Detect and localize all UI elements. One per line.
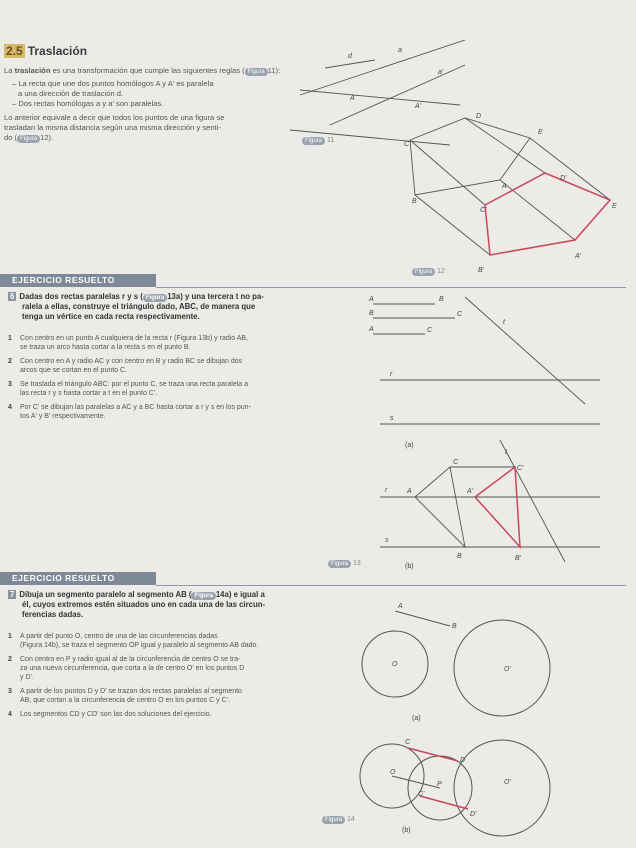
intro-text: es una transformación que cumple las siguientes reglas ( (52, 66, 245, 75)
intro-lead: La (4, 66, 13, 75)
svg-text:r: r (385, 487, 388, 494)
line-t-a (465, 297, 585, 404)
svg-text:O': O' (504, 779, 511, 786)
figure-ref-badge: Figura (245, 68, 268, 76)
svg-text:D': D' (470, 811, 477, 818)
label-C: C (404, 141, 410, 148)
banner-rule-2 (156, 585, 626, 586)
rule-1-line-1: – La recta que une dos puntos homólogos A y A' es paralela (12, 79, 214, 88)
svg-text:(b): (b) (402, 827, 411, 834)
body-line-1: Lo anterior equivale a decir que todos los puntos de una figura se (4, 113, 225, 122)
exercise-banner-2: EJERCICIO RESUELTO (0, 572, 156, 585)
svg-text:C': C' (517, 465, 524, 472)
svg-text:A: A (407, 488, 412, 495)
step-4: 4 Por C' se dibujan las paralelas a AC y a BC hasta cortar a r y s en los pun- tos A' y B' respectivamente. (8, 404, 251, 420)
exercise-2-statement: 7 Dibuja un segmento paralelo al segmento AB ( Figura 14a) e igual a él, cuyos extremos estén situados uno en cada una de las circun- ferencias dadas. (10, 590, 266, 619)
segment-OP (392, 776, 440, 788)
svg-text:C': C' (418, 791, 425, 798)
svg-text:C: C (405, 739, 411, 746)
exercise-number: 7 (10, 590, 15, 599)
step-2: 2 Con centro en P y radio igual al de la circunferencia de centro O se tra- za una nueva circunferencia, que corta a la de centro O' en los puntos D y D'. (8, 656, 245, 681)
svg-text:(a): (a) (405, 442, 414, 449)
body-line-3: do ( (4, 133, 18, 142)
rule-1-line-2: a una dirección de traslación d. (18, 89, 124, 98)
svg-text:C: C (427, 327, 433, 334)
triangle-translated (475, 467, 520, 547)
svg-text:A: A (398, 603, 403, 610)
svg-text:(a): (a) (412, 715, 421, 722)
section-title (4, 44, 87, 58)
svg-text:O': O' (504, 666, 511, 673)
label-D-prime: D' (560, 175, 567, 182)
svg-text:P: P (437, 781, 442, 788)
label-E-prime: E (612, 203, 617, 210)
label-E: E (538, 129, 543, 136)
figure-13 (335, 292, 630, 572)
svg-text:B': B' (515, 555, 522, 562)
svg-text:A: A (369, 296, 374, 303)
label-B: B (412, 198, 417, 205)
svg-text:B: B (452, 623, 457, 630)
svg-text:s: s (390, 415, 394, 422)
label-A-prime-12: A' (575, 253, 582, 260)
circle-O-prime-b (454, 740, 550, 836)
figure-14-caption: Figura 14 (322, 816, 355, 824)
banner-rule-1 (156, 287, 626, 288)
body-line-2: trasladan la misma distancia según una misma dirección y senti- (4, 123, 221, 132)
svg-text:D: D (460, 757, 466, 764)
svg-text:t: t (505, 449, 507, 456)
figure-11-caption: Figura 11 (302, 137, 334, 145)
label-a-prime: a' (438, 69, 444, 76)
step-4: 4 Los segmentos CD y CD' son las dos soluciones del ejercicio. (8, 711, 212, 718)
exercise-banner-1: EJERCICIO RESUELTO (0, 274, 156, 287)
intro-term: traslación (14, 66, 51, 75)
svg-text:A: A (369, 326, 374, 333)
label-B-prime: B' (478, 267, 485, 274)
exercise-1-steps (8, 334, 330, 421)
step-2: 2 Con centro en A y radio AC y con centro en B y radio BC se dibujan dos arcos que se cortan en el punto C. (8, 358, 243, 374)
section-intro (4, 66, 294, 143)
svg-text:C: C (453, 459, 459, 466)
svg-text:O: O (392, 661, 398, 668)
exercise-number: 6 (10, 292, 15, 301)
svg-text:A': A' (467, 488, 474, 495)
step-1: 1 Con centro en un punto A cualquiera de la recta r (Figura 13b) y radio AB, se traza un arco hasta cortar a la recta s en el punto B. (8, 335, 249, 351)
svg-text:O: O (390, 769, 396, 776)
step-3: 3 A partir de los puntos D y D' se trazan dos rectas paralelas al segmento AB, que cortan a la circunferencia de centro O en los puntos C y C'. (8, 688, 242, 704)
pentagon-original (410, 118, 530, 195)
step-3: 3 Se traslada el triángulo ABC: por el punto C, se traza una recta paralela a las recta r y s hasta cortar a t en el punto C'. (8, 381, 249, 397)
svg-text:r: r (390, 371, 393, 378)
figure-11-12 (290, 40, 630, 278)
segment-AB (395, 611, 450, 626)
exercise-1-statement: 6 Dadas dos rectas paralelas r y s ( Figura 13a) y una tercera t no pa- ralela a ellas, construye el triángulo dado, ABC, de manera que tenga un vértice en cada recta respectivamente. (10, 292, 264, 321)
figure-13-caption: Figura 13 (328, 560, 361, 568)
direction-d (325, 60, 375, 68)
exercise-2-steps (8, 632, 330, 719)
svg-text:B: B (457, 553, 462, 560)
svg-text:(b): (b) (405, 563, 414, 570)
rule-2: – Dos rectas homólogas a y a' son paralelas. (12, 99, 164, 108)
svg-text:C: C (457, 311, 463, 318)
figure-12-caption: Figura 12 (412, 268, 445, 276)
intro-fig-ref: 11): (267, 66, 281, 75)
label-C-prime: C' (480, 207, 487, 214)
svg-text:B: B (369, 310, 374, 317)
label-A-prime: A' (415, 103, 422, 110)
label-A-12: A (502, 183, 507, 190)
figure-14 (340, 596, 630, 840)
label-D: D (476, 113, 482, 120)
triangle-ABC (415, 467, 465, 547)
line-t-b (500, 440, 565, 562)
figure-ref-badge: Figura (17, 135, 40, 143)
circle-O-prime-a (454, 620, 550, 716)
svg-text:s: s (385, 537, 389, 544)
line-a (300, 40, 465, 95)
svg-text:B: B (439, 296, 444, 303)
solution-CD-prime (420, 796, 468, 809)
section-number: 2.5 (6, 44, 23, 58)
section-title-text: Traslación (27, 44, 88, 58)
label-a: a (398, 47, 402, 54)
step-1: 1 A partir del punto O, centro de una de las circunferencias dadas (Figura 14b), se traza el segmento OP igual y paralelo al segmento AB dado. (8, 633, 259, 649)
label-A: A (350, 95, 355, 102)
label-d: d (348, 53, 352, 60)
svg-text:t: t (503, 319, 505, 326)
body-fig-ref: 12). (40, 133, 54, 142)
